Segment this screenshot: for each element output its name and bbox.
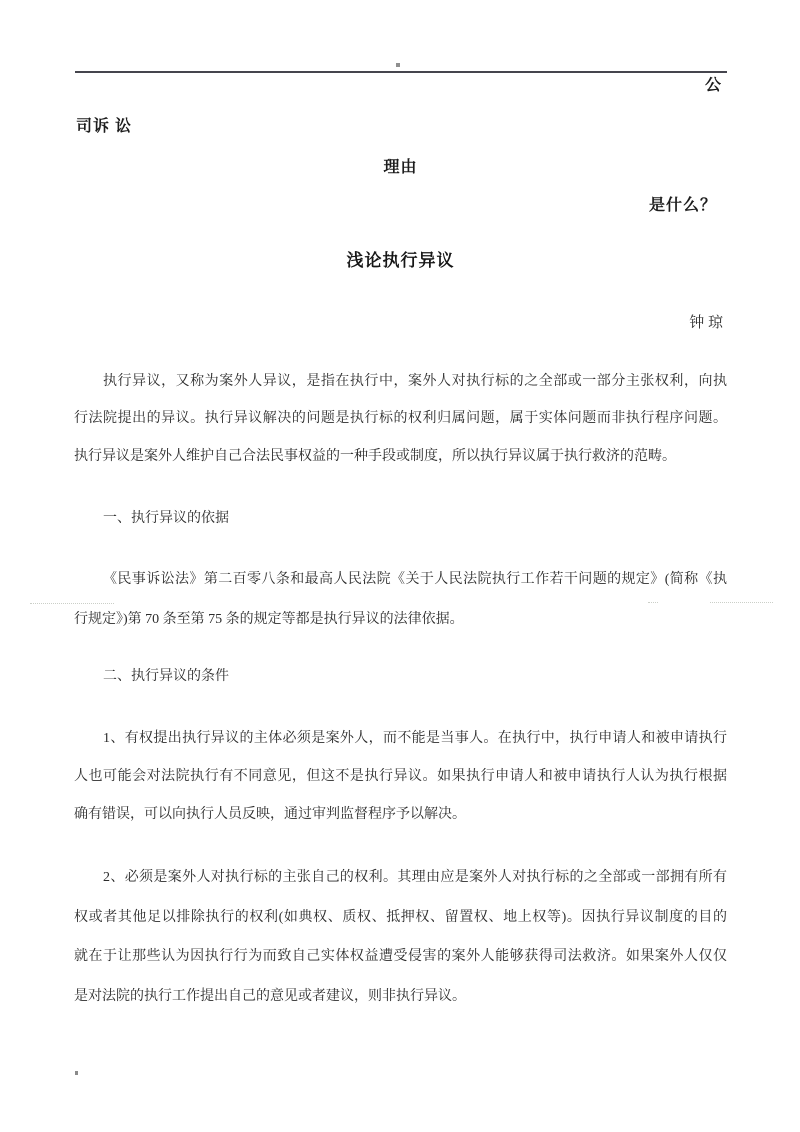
scan-artifact-dotted-line: [648, 602, 658, 603]
paragraph-line: 是对法院的执行工作提出自己的意见或者建议，则非执行异议。: [74, 989, 466, 1004]
paragraph-line: 就在于让那些认为因执行行为而致自己实体权益遭受侵害的案外人能够获得司法救济。如果案外人仅仅: [74, 949, 727, 964]
scan-artifact-dotted-line: [710, 602, 773, 603]
paragraph-line: 执行异议，又称为案外人异议，是指在执行中，案外人对执行标的之全部或一部分主张权利，向执: [103, 374, 727, 389]
paragraph-line: 人也可能会对法院执行有不同意见，但这不是执行异议。如果执行申请人和被申请执行人认为执行根据: [74, 769, 727, 784]
document-title: 浅论执行异议: [346, 251, 455, 270]
header-fragment-right: 是什么？: [648, 197, 717, 214]
paragraph-line: 行法院提出的异议。执行异议解决的问题是执行标的权利归属问题，属于实体问题而非执行程序问题。: [74, 411, 727, 426]
header-divider-line: [75, 71, 727, 73]
header-fragment-left: 司诉 讼: [76, 118, 133, 135]
paragraph-line: 2、必须是案外人对执行标的主张自己的权利。其理由应是案外人对执行标的之全部或一部拥有所有: [103, 870, 727, 885]
paragraph-line: 确有错误，可以向执行人员反映，通过审判监督程序予以解决。: [74, 807, 466, 822]
paragraph-line: 《民事诉讼法》第二百零八条和最高人民法院《关于人民法院执行工作若干问题的规定》(简称《执: [103, 572, 727, 587]
scan-artifact-dotted-line: [30, 603, 114, 604]
paragraph-line: 权或者其他足以排除执行的权利(如典权、质权、抵押权、留置权、地上权等)。因执行异议制度的目的: [74, 910, 727, 925]
paragraph-line: 执行异议是案外人维护自己合法民事权益的一种手段或制度，所以执行异议属于执行救济的范畴。: [74, 449, 676, 464]
header-fragment-center: 理由: [383, 159, 418, 176]
paragraph-line: 1、有权提出执行异议的主体必须是案外人，而不能是当事人。在执行中，执行申请人和被申请执行: [103, 731, 727, 746]
section-heading-conditions: 二、执行异议的条件: [103, 669, 229, 684]
author-name: 钟 琼: [689, 315, 723, 331]
scan-speck-bottom: [75, 1071, 78, 1075]
section-heading-basis: 一、执行异议的依据: [103, 511, 229, 526]
header-fragment-top-right: 公: [704, 77, 722, 94]
paragraph-line: 行规定》)第 70 条至第 75 条的规定等都是执行异议的法律依据。: [74, 612, 464, 627]
scan-speck-top: [396, 63, 400, 67]
